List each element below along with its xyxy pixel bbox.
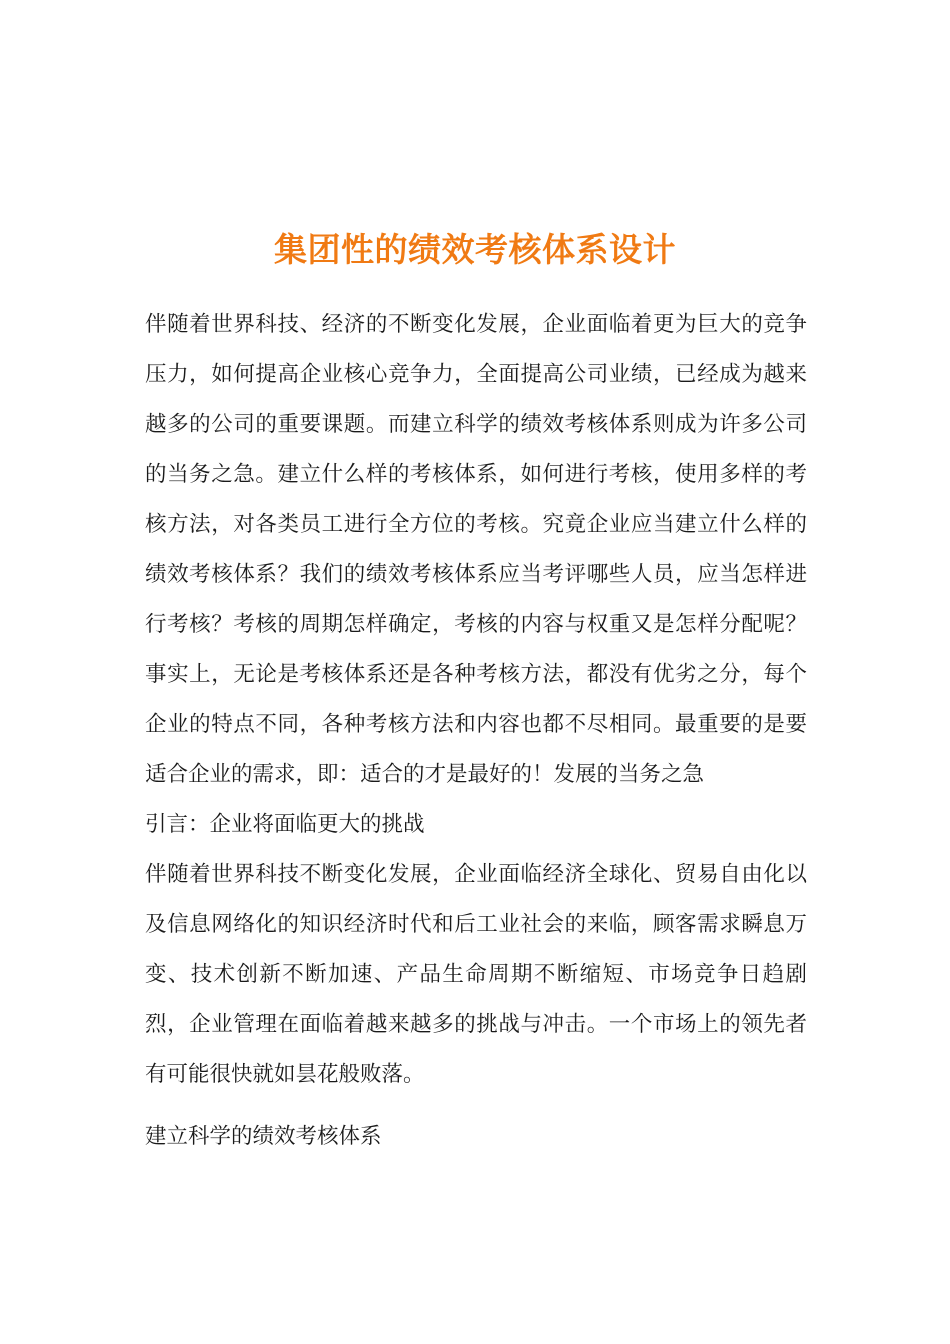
challenge-paragraph: 伴随着世界科技不断变化发展，企业面临经济全球化、贸易自由化以及信息网络化的知识经济时代和后工业社会的来临，顾客需求瞬息万变、技术创新不断加速、产品生命周期不断缩短、市场竞争日趋剧烈，企业管理在面临着越来越多的挑战与冲击。一个市场上的领先者有可能很快就如昙花般败落。: [145, 862, 807, 1087]
document-body: [145, 300, 807, 1162]
intro-paragraph: 伴随着世界科技、经济的不断变化发展，企业面临着更为巨大的竞争压力，如何提高企业核心竞争力，全面提高公司业绩，已经成为越来越多的公司的重要课题。而建立科学的绩效考核体系则成为许多公司的当务之急。建立什么样的考核体系，如何进行考核，使用多样的考核方法，对各类员工进行全方位的考核。究竟企业应当建立什么样的绩效考核体系？我们的绩效考核体系应当考评哪些人员，应当怎样进行考核？考核的周期怎样确定，考核的内容与权重又是怎样分配呢？事实上，无论是考核体系还是各种考核方法，都没有优劣之分，每个企业的特点不同，各种考核方法和内容也都不尽相同。最重要的是要适合企业的需求，即：适合的才是最好的！发展的当务之急: [145, 312, 807, 787]
section-heading-preface: 引言：企业将面临更大的挑战: [145, 812, 425, 837]
section-heading-system: 建立科学的绩效考核体系: [145, 1124, 382, 1149]
document-title: 集团性的绩效考核体系设计: [274, 230, 676, 269]
paragraph-gap: [145, 1100, 807, 1112]
